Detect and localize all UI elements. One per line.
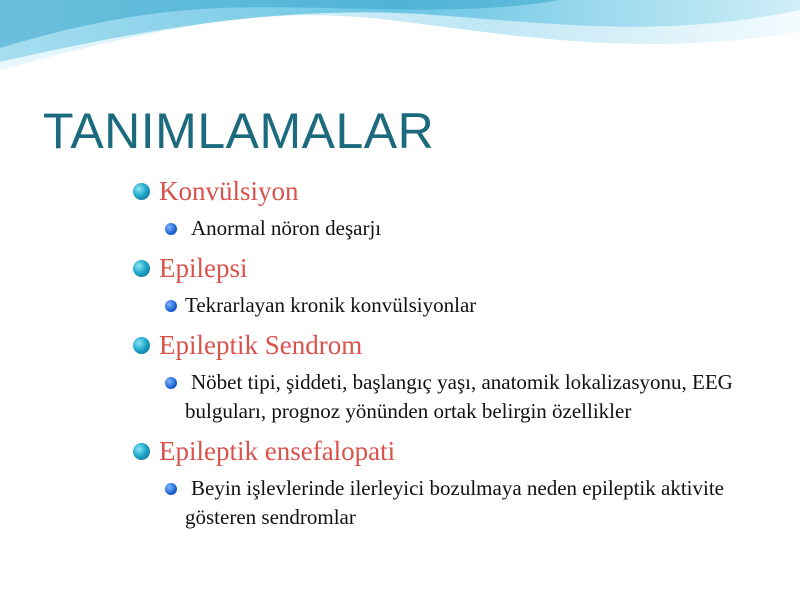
bullet-dot-icon [133, 183, 150, 200]
term-text: Epileptik Sendrom [159, 330, 363, 360]
detail-item [165, 214, 793, 243]
detail-item [165, 368, 793, 426]
detail-item [165, 474, 793, 532]
bullet-list [133, 174, 793, 540]
term-text: Konvülsiyon [159, 176, 299, 206]
term-text: Epilepsi [159, 253, 248, 283]
term-item [133, 251, 793, 285]
detail-text: Anormal nöron deşarjı [191, 216, 382, 240]
term-text: Epileptik ensefalopati [159, 436, 396, 466]
detail-text: Nöbet tipi, şiddeti, başlangıç yaşı, anatomik lokalizasyonu, EEG bulguları, prognoz yönünden ortak belirgin özellikler [185, 370, 733, 423]
bullet-dot-icon [133, 337, 150, 354]
term-item [133, 174, 793, 208]
detail-text: Beyin işlevlerinde ilerleyici bozulmaya neden epileptik aktivite gösteren sendromlar [185, 476, 724, 529]
bullet-dot-icon [133, 443, 150, 460]
term-item [133, 434, 793, 468]
detail-text: Tekrarlayan kronik konvülsiyonlar [185, 293, 477, 317]
sub-bullet-dot-icon [165, 300, 177, 312]
term-item [133, 328, 793, 362]
sub-bullet-dot-icon [165, 377, 177, 389]
sub-bullet-dot-icon [165, 223, 177, 235]
bullet-dot-icon [133, 260, 150, 277]
sub-bullet-dot-icon [165, 483, 177, 495]
wave-banner [0, 0, 800, 95]
detail-item [165, 291, 793, 320]
slide-title: TANIMLAMALAR [43, 103, 435, 159]
